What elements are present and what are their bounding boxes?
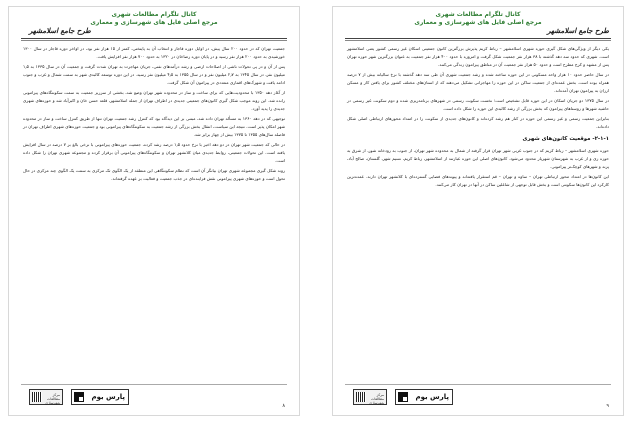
parsboom-logo: [71, 389, 129, 405]
parsboom-logo: [395, 389, 453, 405]
paragraph: پس از آن و در پی تحولات ناشی از اصلاحات ارضی و رشد درآمدهای نفتی، جریان مهاجرت به تهران شدت گرفت و جمعیت آن در سال ۱۳۳۵ به ۱٫۵ میلیون نفر، در سال ۱۳۴۵ به ۲٫۷ میلیون نفر و در سال ۱۳۵۵ به ۴٫۵ میلیون نفر رسید. در این دوره توسعه کالبدی شهر به سمت شمال و غرب و جنوب ادامه یافت و شهرک‌های اقماری متعددی در پیرامون آن شکل گرفت.: [23, 64, 286, 85]
logo-mark-icon: [74, 392, 84, 402]
header-line1: کانال تلگرام مطالعات شهری: [111, 11, 197, 18]
paragraph: بنابراین جمعیت رسمی و غیر رسمی این حوزه در کنار هم رشد کرده‌اند و کانون‌های جدیدی از سکونت را در امتداد محورهای ارتباطی اصلی شکل داده‌اند.: [347, 116, 609, 129]
logo-text: مرکز مطالعات شهرسازی: [45, 393, 60, 405]
page-body: [23, 45, 285, 185]
paragraph: توجیهی که در دهه ۱۳۶۰ به مسأله تهران داده شد، مبتنی بر این دیدگاه بود که کنترل رشد جمعیت تهران تنها از طریق کنترل ساخت و ساز در محدوده شهر امکان پذیر است. نتیجه این سیاست، انتقال بخش بزرگی از رشد جمعیت به سکونتگاه‌های پیرامونی بود و جمعیت حوزه‌های شهری اطراف تهران در فاصله سال‌های ۱۳۵۵ تا ۱۳۷۵ بیش از چهار برابر شد.: [23, 116, 285, 137]
page-number: ۹: [606, 403, 609, 409]
paragraph: جمعیت تهران که در حدود ۲۰۰ سال پیش، در اوایل دوره قاجار و انتخاب آن به پایتختی، کمتر از ۱۵ هزار نفر بود، در اواخر دوره قاجار در سال ۱۳۰۰ خورشیدی به حدود ۲۰۰ هزار نفر رسید و در پایان دوره رضاخان در ۱۳۲۰ به حدود ۷۰۰ هزار نفر افزایش یافت.: [23, 46, 285, 59]
header-divider-secondary: [345, 40, 611, 41]
header-line2: مرجع اصلی فایل های شهرسازی و معماری: [90, 19, 218, 26]
paragraph: حوزه شهری اسلامشهر – رباط کریم که در جنوب غربی شهر تهران قرار گرفته از شمال به محدوده شهر تهران، از جنوب به رودخانه شور، از شرق به حوزه ری و از غرب به شهرستان شهریار محدود می‌شود. کانون‌های اصلی این حوزه عبارتند از اسلامشهر، رباط کریم، نسیم شهر، گلستان، صالح آباد، پرند و شهرهای کوچک‌تر پیرامونی.: [347, 148, 609, 169]
paragraph: یکی دیگر از ویژگی‌های شکل گیری حوزه شهری اسلامشهر – رباط کریم پذیرش بزرگترین کانون جمعیتی اسکان غیر رسمی کشور یعنی اسلامشهر است. شهری که حدود سه دهه گذشته با ۳۸ هزار نفر جمعیت شکل گرفت و امروزه با حدود ۴۰۰ هزار نفر جمعیت به عنوان بزرگترین شهر حوزه تهران پس از مشهد و کرج مطرح است و حدود ۵۰ هزار نفر جمعیت آن در مناطق پیرامون زندگی می‌کنند.: [347, 46, 609, 67]
paragraph: در سال حاضر حدود ۱۰ هزار واحد مسکونی در این حوزه ساخته شده و رشد جمعیت شهری آن طی سه دهه گذشته با نرخ سالیانه بیش از ۷ درصد همراه بوده است. بخش عمده‌ای از جمعیت ساکن در این حوزه را مهاجرانی تشکیل می‌دهند که از استان‌های مختلف کشور برای یافتن کار و مسکن ارزان به پیرامون تهران آمده‌اند.: [347, 72, 609, 93]
paragraph: این کانون‌ها در امتداد محور ارتباطی تهران – ساوه و تهران – قم استقرار یافته‌اند و پیوندهای فضایی گسترده‌ای با کلانشهر تهران دارند. عمده‌ترین کارکرد این کانون‌ها سکونتی است و بخش قابل توجهی از شاغلین ساکن در آنها در تهران کار می‌کنند.: [347, 174, 609, 187]
footer-divider: [21, 384, 287, 385]
center-logo: [29, 389, 63, 405]
logo-text: پارس بوم: [91, 393, 125, 401]
brand-title: طرح جامع اسلامشهر: [29, 27, 91, 35]
paragraph: در سال ۱۳۷۵ دو جریان اسکان در این حوزه قابل تشخیص است؛ نخست سکونت رسمی در شهرهای برنامه‌ریزی شده و دوم سکونت غیر رسمی در حاشیه شهرها و روستاهای پیرامون که بخش بزرگی از رشد کالبدی این حوزه را شکل داده است.: [347, 98, 609, 111]
brand-title: طرح جامع اسلامشهر: [547, 27, 609, 35]
logo-text: پارس بوم: [415, 393, 449, 401]
logo-mark-icon: [398, 392, 408, 402]
header-divider: [21, 38, 287, 39]
header-divider: [345, 38, 611, 39]
page-left: [8, 6, 300, 416]
paragraph: از آغاز دهه ۱۳۵۰ با محدودیت‌هایی که برای ساخت و ساز در محدوده شهر تهران وضع شد، بخشی از سرریز جمعیت به سمت سکونتگاه‌های پیرامونی رانده شد. این روند موجب شکل گیری کانون‌های جمعیتی جدیدی در اطراف تهران از جمله اسلامشهر، قلعه حسن خان و اکبرآباد شد و حوزه‌های شهری جدیدی را پدید آورد.: [23, 90, 285, 111]
page-right: [332, 6, 624, 416]
logo-text: مرکز مطالعات شهرسازی: [369, 393, 384, 405]
page-header: [9, 11, 299, 27]
header-line1: کانال تلگرام مطالعات شهری: [435, 11, 521, 18]
page-body: [347, 45, 609, 191]
barcode-icon: [32, 392, 42, 402]
paragraph: روند شکل گیری مجموعه شهری تهران بیانگر آن است که نظام سکونتگاهی این منطقه از یک الگوی تک مرکزی به سمت یک الگوی چند مرکزی در حال تحول است و حوزه‌های شهری پیرامونی نقش فزاینده‌ای در جذب جمعیت و فعالیت بر عهده گرفته‌اند.: [23, 168, 285, 181]
header-divider-secondary: [21, 40, 287, 41]
barcode-icon: [356, 392, 366, 402]
paragraph: در حالی که جمعیت شهر تهران در دو دهه اخیر با نرخ حدود ۱٫۵ درصد رشد کرده، جمعیت حوزه‌های پیرامونی با نرخی بالغ بر ۷ درصد در سال افزایش یافته است. این تحولات جمعیتی، روابط جدیدی میان کلانشهر تهران و سکونتگاه‌های پیرامونی آن برقرار کرده و مجموعه شهری تهران را شکل داده است.: [23, 142, 286, 163]
page-number: ۸: [282, 403, 285, 409]
section-heading: ۲-۱-۱- موقعیت کانون‌های شهری: [522, 136, 609, 142]
center-logo: [353, 389, 387, 405]
header-line2: مرجع اصلی فایل های شهرسازی و معماری: [414, 19, 542, 26]
page-header: [333, 11, 623, 27]
footer-divider: [345, 384, 611, 385]
